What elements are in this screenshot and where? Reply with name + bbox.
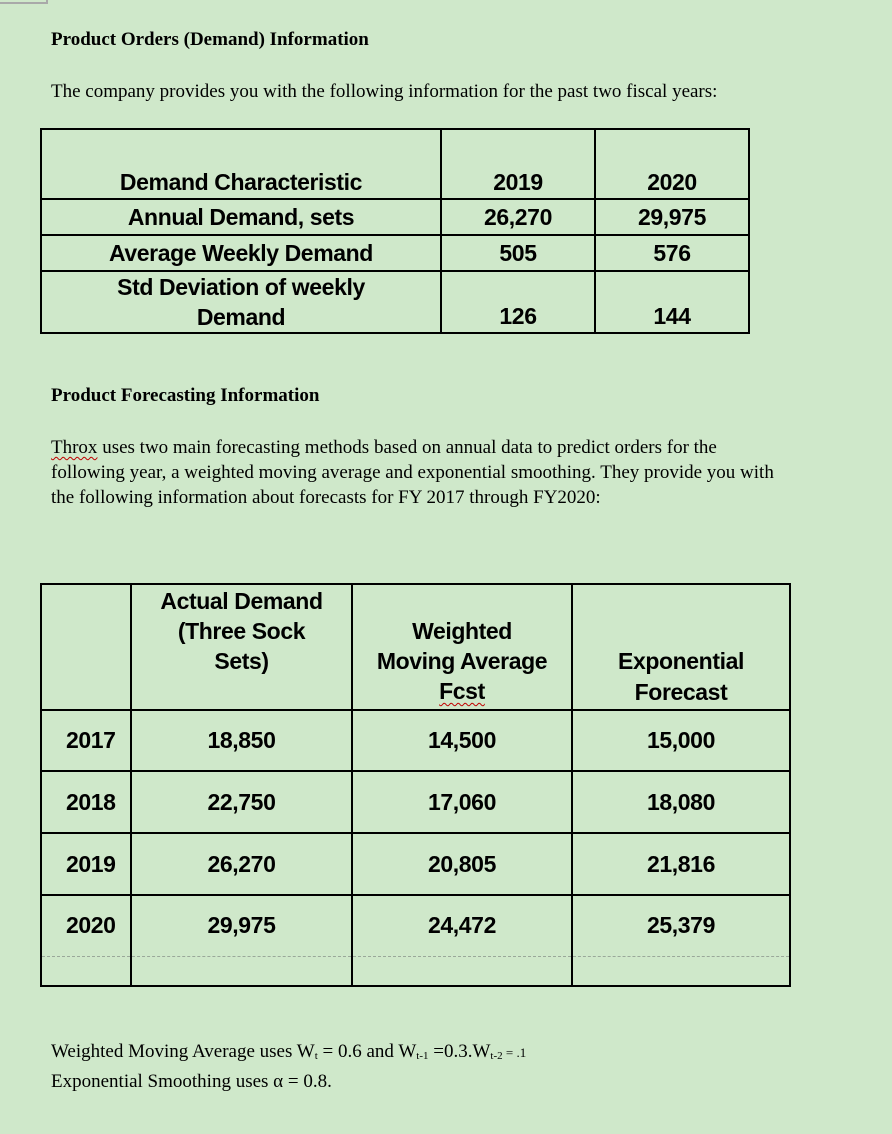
wma-cell: 14,500 bbox=[352, 710, 572, 771]
value-2019: 126 bbox=[441, 271, 595, 333]
section-heading-orders: Product Orders (Demand) Information bbox=[51, 29, 369, 50]
wma-weights-note: Weighted Moving Average uses $W_t = 0.6$ and $W_{t-1} =0.3.W_{t-2} = .1$ bbox=[51, 1041, 527, 1062]
year-cell: 2018 bbox=[41, 771, 131, 833]
row-label-line2: Demand bbox=[196, 304, 286, 330]
actual-cell: 22,750 bbox=[131, 771, 352, 833]
exp-cell: 25,379 bbox=[572, 895, 790, 956]
formula-notes bbox=[51, 1039, 526, 1095]
table-row bbox=[41, 710, 790, 771]
header-wma-forecast: Weighted Moving Average Fcst bbox=[352, 584, 572, 710]
row-label: Average Weekly Demand bbox=[41, 235, 441, 271]
value-2020: 576 bbox=[595, 235, 749, 271]
forecast-table bbox=[40, 583, 791, 987]
demand-table bbox=[40, 128, 750, 334]
table-header-row bbox=[41, 584, 790, 710]
year-cell: 2020 bbox=[41, 895, 131, 956]
wma-cell: 24,472 bbox=[352, 895, 572, 956]
header-exponential-forecast: Exponential Forecast bbox=[572, 584, 790, 710]
header-year-blank bbox=[41, 584, 131, 710]
table-row bbox=[41, 235, 749, 271]
header-demand-characteristic: Demand Characteristic bbox=[119, 169, 363, 195]
row-label bbox=[41, 271, 441, 333]
actual-cell: 26,270 bbox=[131, 833, 352, 895]
page-corner-mark bbox=[0, 0, 48, 4]
header-actual-demand: Actual Demand (Three Sock Sets) bbox=[131, 584, 352, 710]
value-2019: 26,270 bbox=[441, 199, 595, 235]
forecasting-paragraph: Throx uses two main forecasting methods based on annual data to predict orders for the following year, a weighted moving average and exponential smoothing. They provide you with the following information about forecasts for FY 2017 through FY2020: bbox=[51, 437, 774, 508]
exp-cell: 21,816 bbox=[572, 833, 790, 895]
exp-alpha-note: Exponential Smoothing uses α = 0.8. bbox=[51, 1071, 332, 1092]
intro-paragraph: The company provides you with the following information for the past two fiscal years: bbox=[51, 81, 718, 102]
value-2019: 505 bbox=[441, 235, 595, 271]
table-row bbox=[41, 833, 790, 895]
table-header-row bbox=[41, 129, 749, 199]
actual-cell: 18,850 bbox=[131, 710, 352, 771]
year-cell: 2019 bbox=[41, 833, 131, 895]
header-2019: 2019 bbox=[441, 129, 595, 199]
row-label: Annual Demand, sets bbox=[41, 199, 441, 235]
table-row-empty bbox=[41, 956, 790, 986]
value-2020: 29,975 bbox=[595, 199, 749, 235]
spellcheck-word: Throx bbox=[51, 437, 98, 458]
actual-cell: 29,975 bbox=[131, 895, 352, 956]
exp-cell: 15,000 bbox=[572, 710, 790, 771]
wma-cell: 20,805 bbox=[352, 833, 572, 895]
section-heading-forecasting: Product Forecasting Information bbox=[51, 385, 320, 406]
wma-cell: 17,060 bbox=[352, 771, 572, 833]
table-row bbox=[41, 271, 749, 333]
table-row bbox=[41, 199, 749, 235]
table-row bbox=[41, 771, 790, 833]
year-cell: 2017 bbox=[41, 710, 131, 771]
exp-cell: 18,080 bbox=[572, 771, 790, 833]
table-row bbox=[41, 895, 790, 956]
header-2020: 2020 bbox=[595, 129, 749, 199]
value-2020: 144 bbox=[595, 271, 749, 333]
row-label-line1: Std Deviation of weekly bbox=[117, 274, 365, 300]
